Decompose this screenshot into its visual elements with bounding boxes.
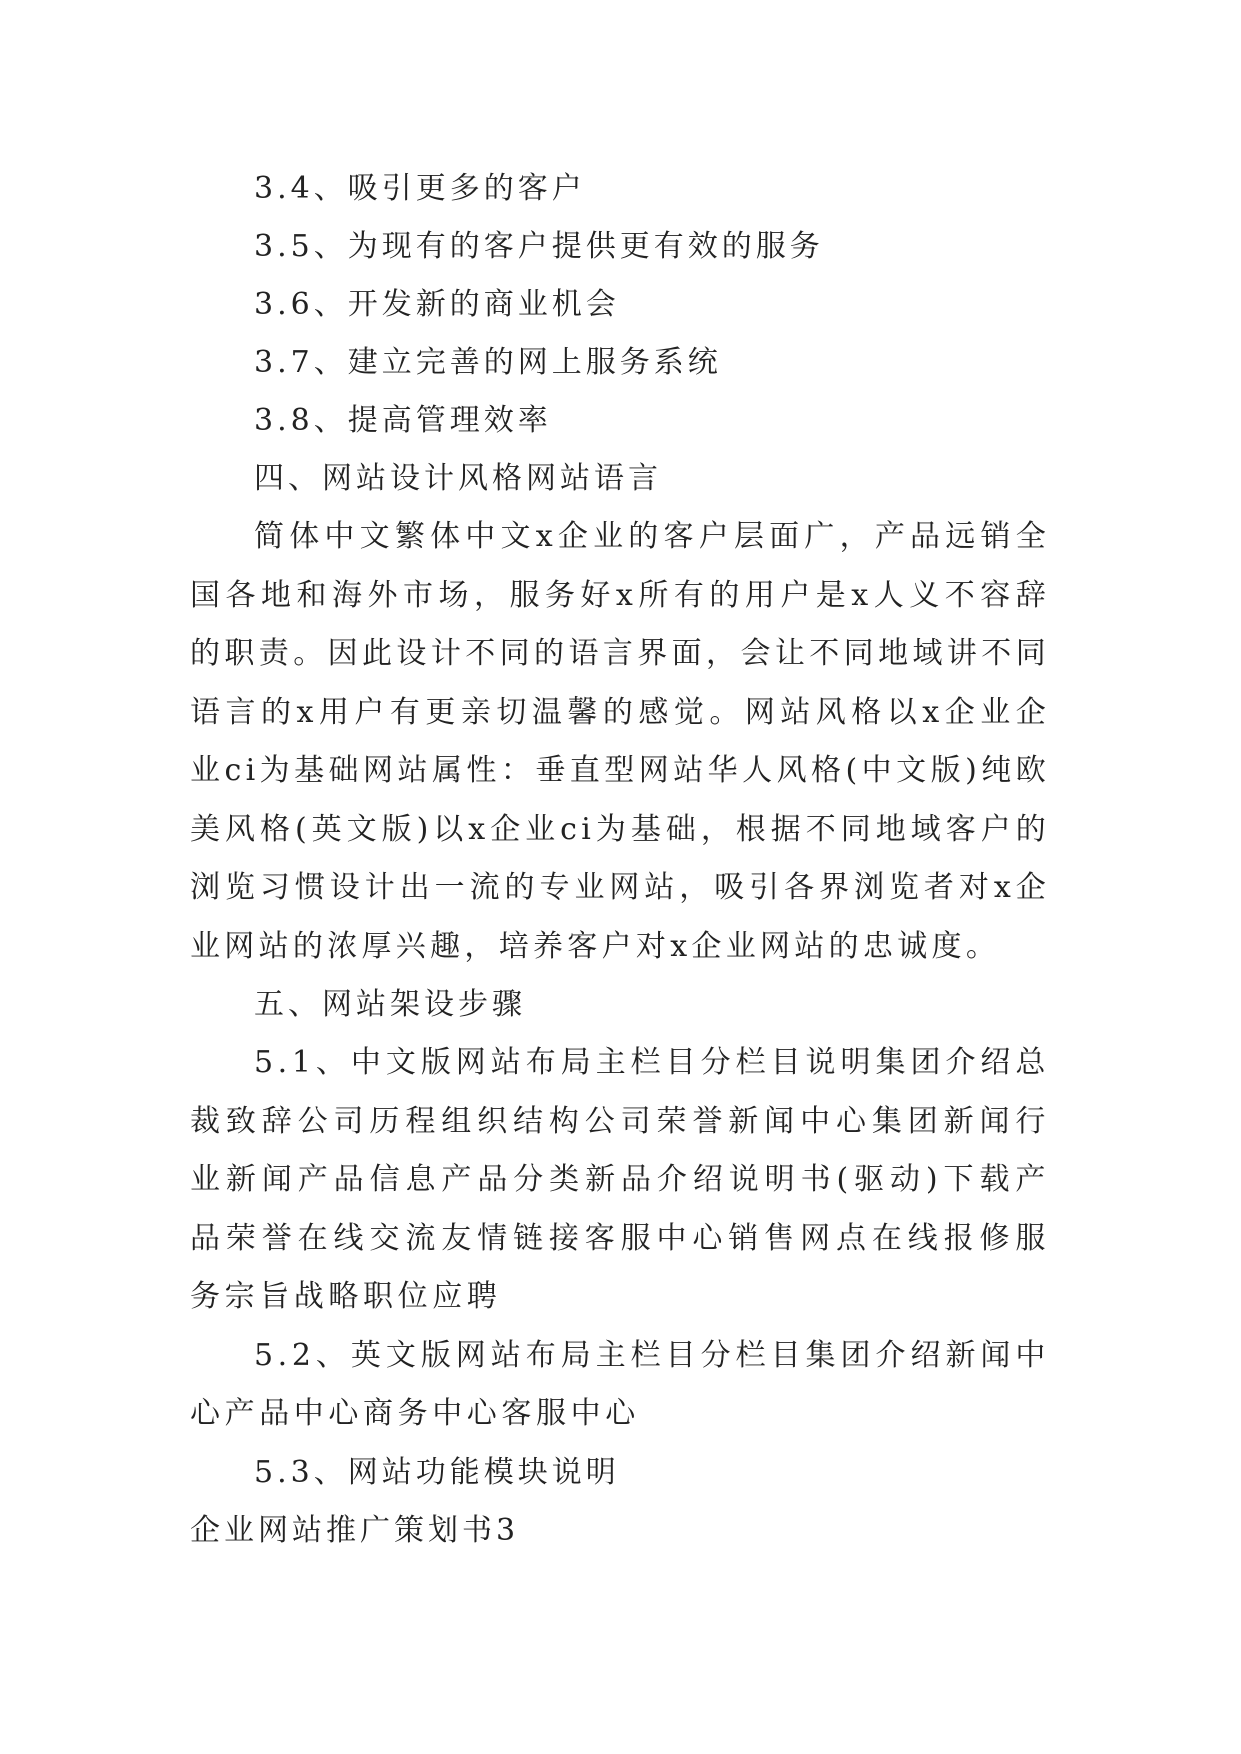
list-item: 3.4、吸引更多的客户: [254, 171, 586, 206]
list-item: 3.6、开发新的商业机会: [254, 287, 620, 322]
document-body: [190, 160, 1050, 1560]
list-item: 3.7、建立完善的网上服务系统: [254, 345, 722, 380]
section-heading-4: 四、网站设计风格网站语言: [254, 461, 662, 496]
section4-paragraph: 简体中文繁体中文x企业的客户层面广，产品远销全国各地和海外市场，服务好x所有的用户是x人义不容辞的职责。因此设计不同的语言界面，会让不同地域讲不同语言的x用户有更亲切温馨的感觉。网站风格以x企业企业ci为基础网站属性：垂直型网站华人风格(中文版)纯欧美风格(英文版)以x企业ci为基础，根据不同地域客户的浏览习惯设计出一流的专业网站，吸引各界浏览者对x企业网站的浓厚兴趣，培养客户对x企业网站的忠诚度。: [190, 519, 1050, 964]
next-document-title: 企业网站推广策划书3: [190, 1512, 520, 1548]
section5-2-paragraph: 5.2、英文版网站布局主栏目分栏目集团介绍新闻中心产品中心商务中心客服中心: [190, 1337, 1050, 1431]
list-item: 3.8、提高管理效率: [254, 403, 552, 438]
section5-1-paragraph: 5.1、中文版网站布局主栏目分栏目说明集团介绍总裁致辞公司历程组织结构公司荣誉新闻中心集团新闻行业新闻产品信息产品分类新品介绍说明书(驱动)下载产品荣誉在线交流友情链接客服中心销售网点在线报修服务宗旨战略职位应聘: [190, 1045, 1050, 1314]
section-heading-5: 五、网站架设步骤: [254, 987, 526, 1022]
section5-3-heading: 5.3、网站功能模块说明: [254, 1454, 620, 1490]
list-item: 3.5、为现有的客户提供更有效的服务: [254, 229, 824, 264]
